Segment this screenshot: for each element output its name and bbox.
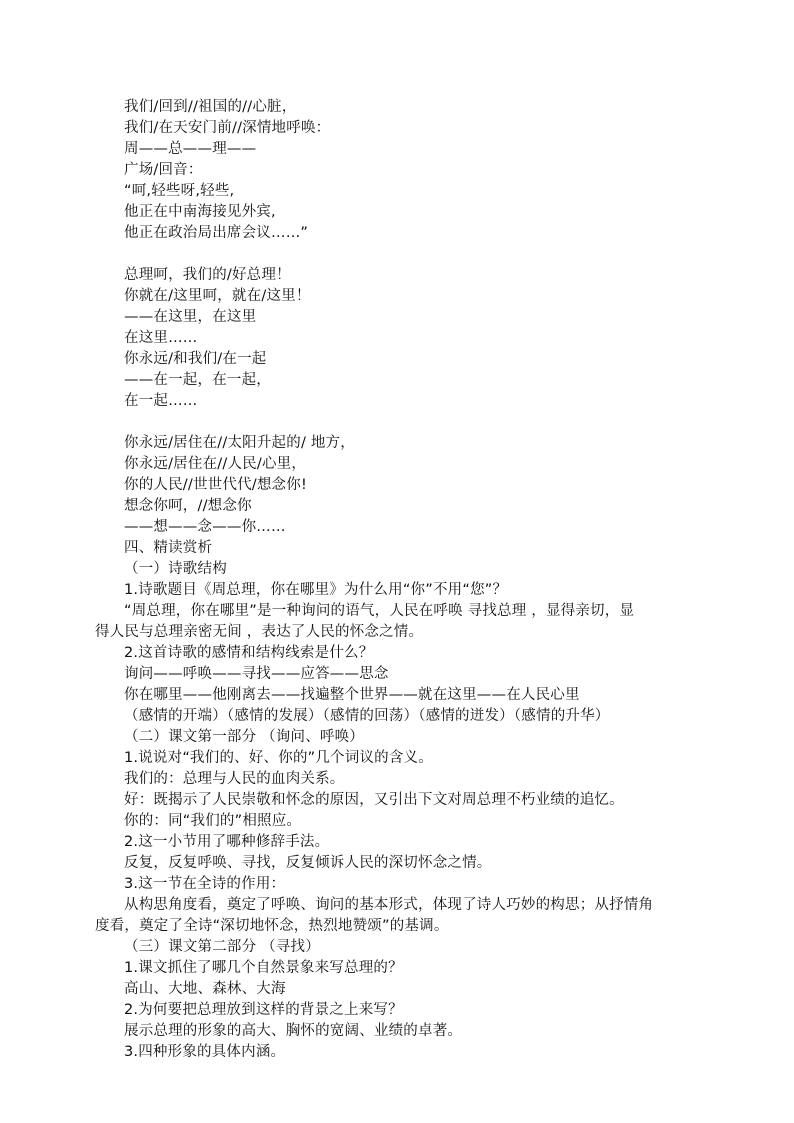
text-line: 好：既揭示了人民崇敬和怀念的原因，又引出下文对周总理不朽业绩的追忆。 [124,792,624,808]
text-line: “呵,轻些呀,轻些, [124,183,235,199]
text-line: 周——总——理—— [124,141,257,157]
text-line: ——在这里，在这里 [124,309,257,325]
text-line: 我们/在天安门前//深情地呼唤： [124,120,331,136]
text-line: 广场/回音： [124,162,203,178]
text-line: 你就在/这里呵，就在/这里！ [124,288,311,304]
text-line: 在这里…… [124,330,198,346]
question-line: 1.说说对“我们的、好、你的”几个词议的含义。 [124,750,433,766]
text-line: 他正在中南海接见外宾, [124,204,276,220]
question-line: 1.诗歌题目《周总理，你在哪里》为什么用“你”不用“您”？ [124,582,508,598]
text-line: 得人民与总理亲密无间 ，表达了人民的怀念之情。 [95,624,424,640]
text-line: 你永远/居住在//太阳升起的/ 地方， [124,435,355,451]
question-line: 3.四种形象的具体内涵。 [124,1044,286,1060]
text-line: 你在哪里——他刚离去——找遍整个世界——就在这里——在人民心里 [124,687,580,703]
text-line: 你的人民//世世代代/想念你! [124,477,307,493]
text-line: 我们的：总理与人民的血肉关系。 [124,771,345,787]
text-line: 想念你呵，//想念你 [124,498,252,514]
text-line: 你永远/和我们/在一起 [124,351,267,367]
text-line: 我们/回到//祖国的//心脏， [124,99,297,115]
question-line: 2.这一小节用了哪种修辞手法。 [124,834,330,850]
text-line: 展示总理的形象的高大、胸怀的宽阔、业绩的卓著。 [124,1023,463,1039]
text-line: 你永远/居住在//人民/心里， [124,456,307,472]
text-line: ——在一起，在一起， [124,372,271,388]
text-line: （感情的开端）（感情的发展）（感情的回荡）（感情的迸发）（感情的升华） [124,708,610,724]
subsection-heading: （一）诗歌结构 [124,561,227,577]
question-line: 2.为何要把总理放到这样的背景之上来写？ [124,1002,403,1018]
text-line: 他正在政治局出席会议……” [124,225,309,241]
section-heading: 四、精读赏析 [124,540,213,556]
subsection-heading: （三）课文第二部分 （寻找） [124,939,320,955]
question-line: 3.这一节在全诗的作用： [124,876,286,892]
text-line: 在一起…… [124,393,198,409]
text-line: “周总理，你在哪里”是一种询问的语气，人民在呼唤 寻找总理 ，显得亲切，显 [124,603,635,619]
text-line: 高山、大地、森林、大海 [124,981,286,997]
subsection-heading: （二）课文第一部分 （询问、呼唤） [124,729,365,745]
question-line: 2.这首诗歌的感情和结构线索是什么？ [124,645,374,661]
text-line: 询问——呼唤——寻找——应答——思念 [124,666,389,682]
text-line: 度看，奠定了全诗“深切地怀念，热烈地赞颂”的基调。 [95,918,449,934]
text-line: 总理呵，我们的/好总理！ [124,267,291,283]
question-line: 1.课文抓住了哪几个自然景象来写总理的？ [124,960,403,976]
text-line: ——想——念——你…… [124,519,286,535]
text-line: 反复，反复呼唤、寻找，反复倾诉人民的深切怀念之情。 [124,855,492,871]
text-line: 从构思角度看，奠定了呼唤、询问的基本形式，体现了诗人巧妙的构思；从抒情角 [124,897,654,913]
text-line: 你的：同“我们的”相照应。 [124,813,302,829]
